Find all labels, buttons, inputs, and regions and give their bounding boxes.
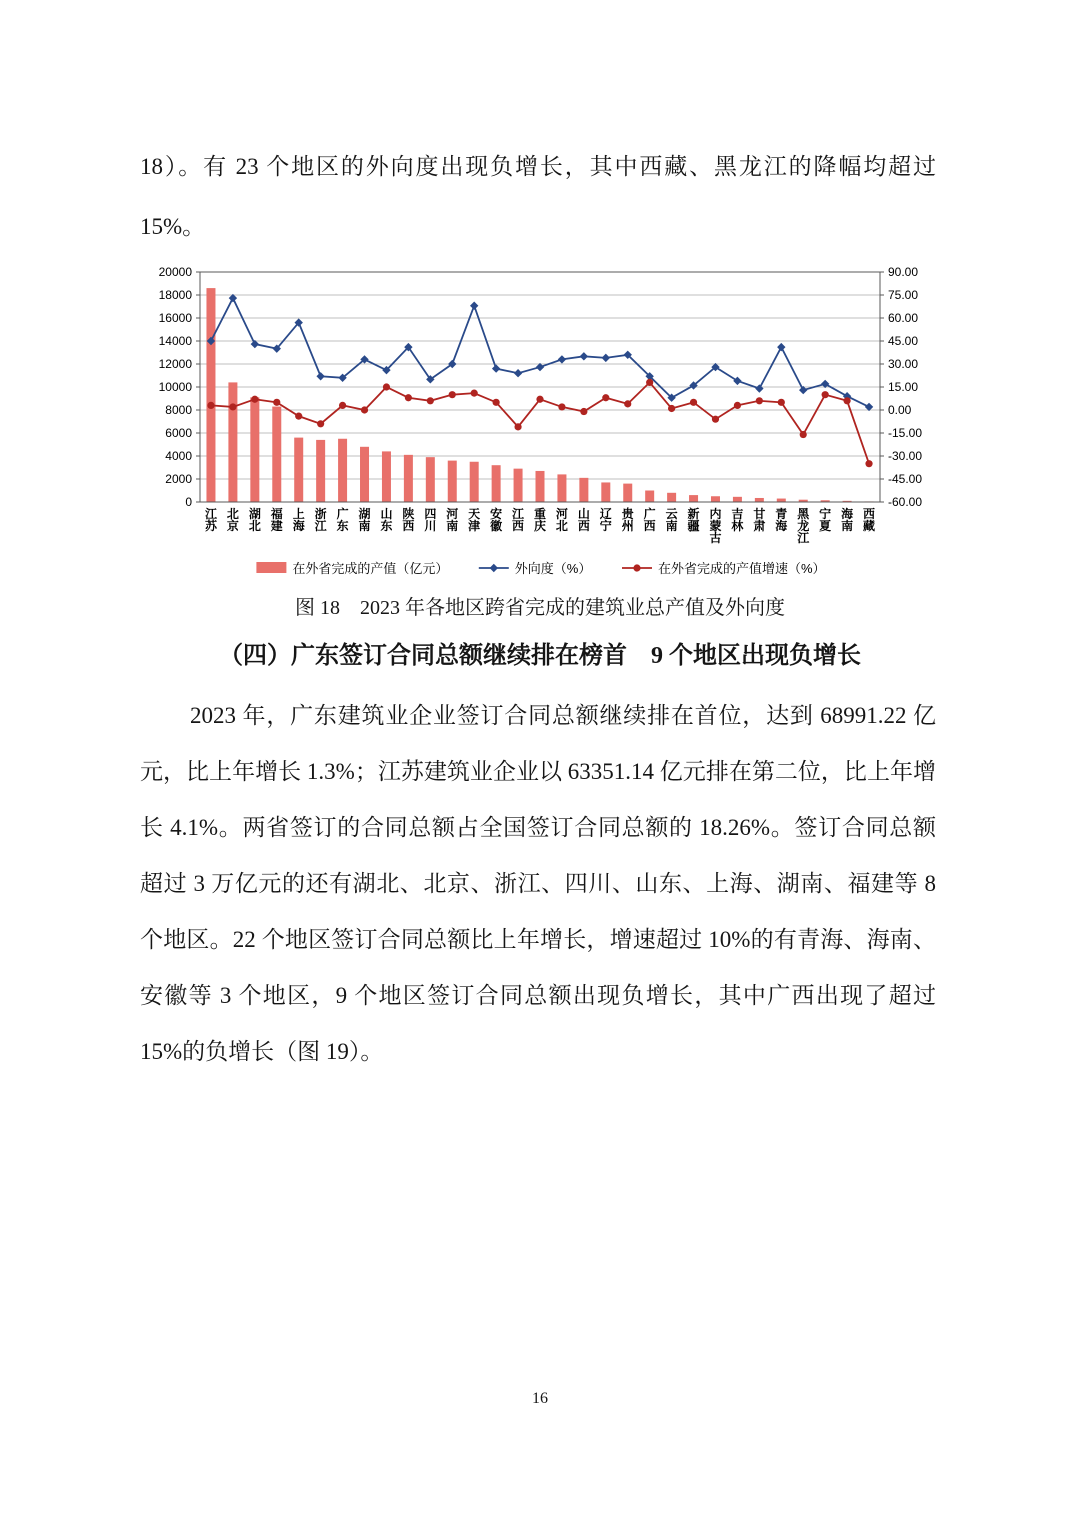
figure-caption: 图 18 2023 年各地区跨省完成的建筑业总产值及外向度: [295, 597, 785, 619]
svg-text:12000: 12000: [158, 357, 192, 371]
figure-18-chart-svg: [128, 262, 968, 587]
svg-text:在外省完成的产值（亿元）: 在外省完成的产值（亿元）: [292, 561, 449, 576]
svg-text:-15.00: -15.00: [888, 426, 923, 440]
svg-text:0: 0: [185, 495, 192, 509]
svg-text:河北: 河北: [555, 507, 568, 533]
svg-text:-30.00: -30.00: [888, 449, 923, 463]
svg-text:0.00: 0.00: [888, 403, 912, 417]
svg-text:贵州: 贵州: [621, 507, 634, 533]
svg-text:10000: 10000: [158, 380, 192, 394]
svg-text:四川: 四川: [424, 507, 437, 533]
svg-text:西藏: 西藏: [863, 507, 876, 533]
svg-text:75.00: 75.00: [888, 288, 919, 302]
svg-text:18000: 18000: [158, 288, 192, 302]
svg-text:山东: 山东: [380, 507, 393, 533]
svg-text:20000: 20000: [158, 265, 192, 279]
svg-text:江苏: 江苏: [204, 507, 217, 533]
svg-text:新疆: 新疆: [687, 507, 700, 533]
figure-18-chart: [128, 262, 968, 587]
svg-text:8000: 8000: [165, 403, 192, 417]
svg-text:内蒙古: 内蒙古: [709, 507, 722, 545]
svg-text:辽宁: 辽宁: [599, 507, 612, 533]
svg-text:陕西: 陕西: [402, 507, 415, 533]
svg-text:湖南: 湖南: [358, 507, 371, 533]
svg-text:广东: 广东: [336, 507, 349, 533]
svg-text:青海: 青海: [775, 507, 788, 533]
svg-text:14000: 14000: [158, 334, 192, 348]
svg-text:30.00: 30.00: [888, 357, 919, 371]
svg-text:河南: 河南: [446, 507, 459, 533]
svg-text:山西: 山西: [577, 507, 590, 533]
svg-text:上海: 上海: [292, 507, 305, 533]
svg-text:60.00: 60.00: [888, 311, 919, 325]
svg-text:15.00: 15.00: [888, 380, 919, 394]
svg-text:浙江: 浙江: [314, 507, 327, 533]
svg-text:在外省完成的产值增速（%）: 在外省完成的产值增速（%）: [658, 561, 826, 576]
svg-text:天津: 天津: [468, 507, 481, 533]
svg-text:安徽: 安徽: [490, 507, 503, 533]
svg-text:北京: 北京: [226, 507, 239, 533]
svg-text:广西: 广西: [643, 507, 656, 533]
svg-text:2000: 2000: [165, 472, 192, 486]
svg-text:外向度（%）: 外向度（%）: [514, 561, 592, 576]
svg-text:6000: 6000: [165, 426, 192, 440]
svg-text:4000: 4000: [165, 449, 192, 463]
svg-text:甘肃: 甘肃: [753, 507, 766, 533]
top-paragraph: 18）。有 23 个地区的外向度出现负增长，其中西藏、黑龙江的降幅均超过 15%。: [140, 154, 936, 239]
svg-text:重庆: 重庆: [533, 507, 547, 533]
svg-text:福建: 福建: [270, 507, 283, 533]
svg-text:-45.00: -45.00: [888, 472, 923, 486]
svg-text:湖北: 湖北: [248, 507, 261, 533]
svg-text:90.00: 90.00: [888, 265, 919, 279]
svg-text:宁夏: 宁夏: [819, 507, 832, 533]
svg-text:-60.00: -60.00: [888, 495, 923, 509]
body-paragraph: 2023 年，广东建筑业企业签订合同总额继续排在首位，达到 68991.22 亿元，比上年增长 1.3%；江苏建筑业企业以 63351.14 亿元排在第二位，比上年增长 4.1%。两省签订的合同总额占全国签订合同总额的 18.26%。签订合同总额超过 3 万亿元的还有湖北、北京、浙江、四川、山东、上海、湖南、福建等 8 个地区。22 个地区签订合同总额比上年增长，增速超过 10%的有青海、海南、安徽等 3 个地区，9 个地区签订合同总额出现负增长，其中广西出现了超过 15%的负增长（图 19）。: [140, 703, 936, 1064]
svg-text:黑龙江: 黑龙江: [797, 507, 810, 545]
svg-text:16000: 16000: [158, 311, 192, 325]
page-number: 16: [532, 1390, 548, 1407]
svg-text:45.00: 45.00: [888, 334, 919, 348]
section-heading: （四）广东签订合同总额继续排在榜首 9 个地区出现负增长: [219, 643, 861, 669]
svg-text:吉林: 吉林: [731, 507, 744, 533]
svg-text:海南: 海南: [841, 507, 854, 533]
svg-text:云南: 云南: [665, 507, 678, 533]
svg-text:江西: 江西: [512, 507, 525, 533]
